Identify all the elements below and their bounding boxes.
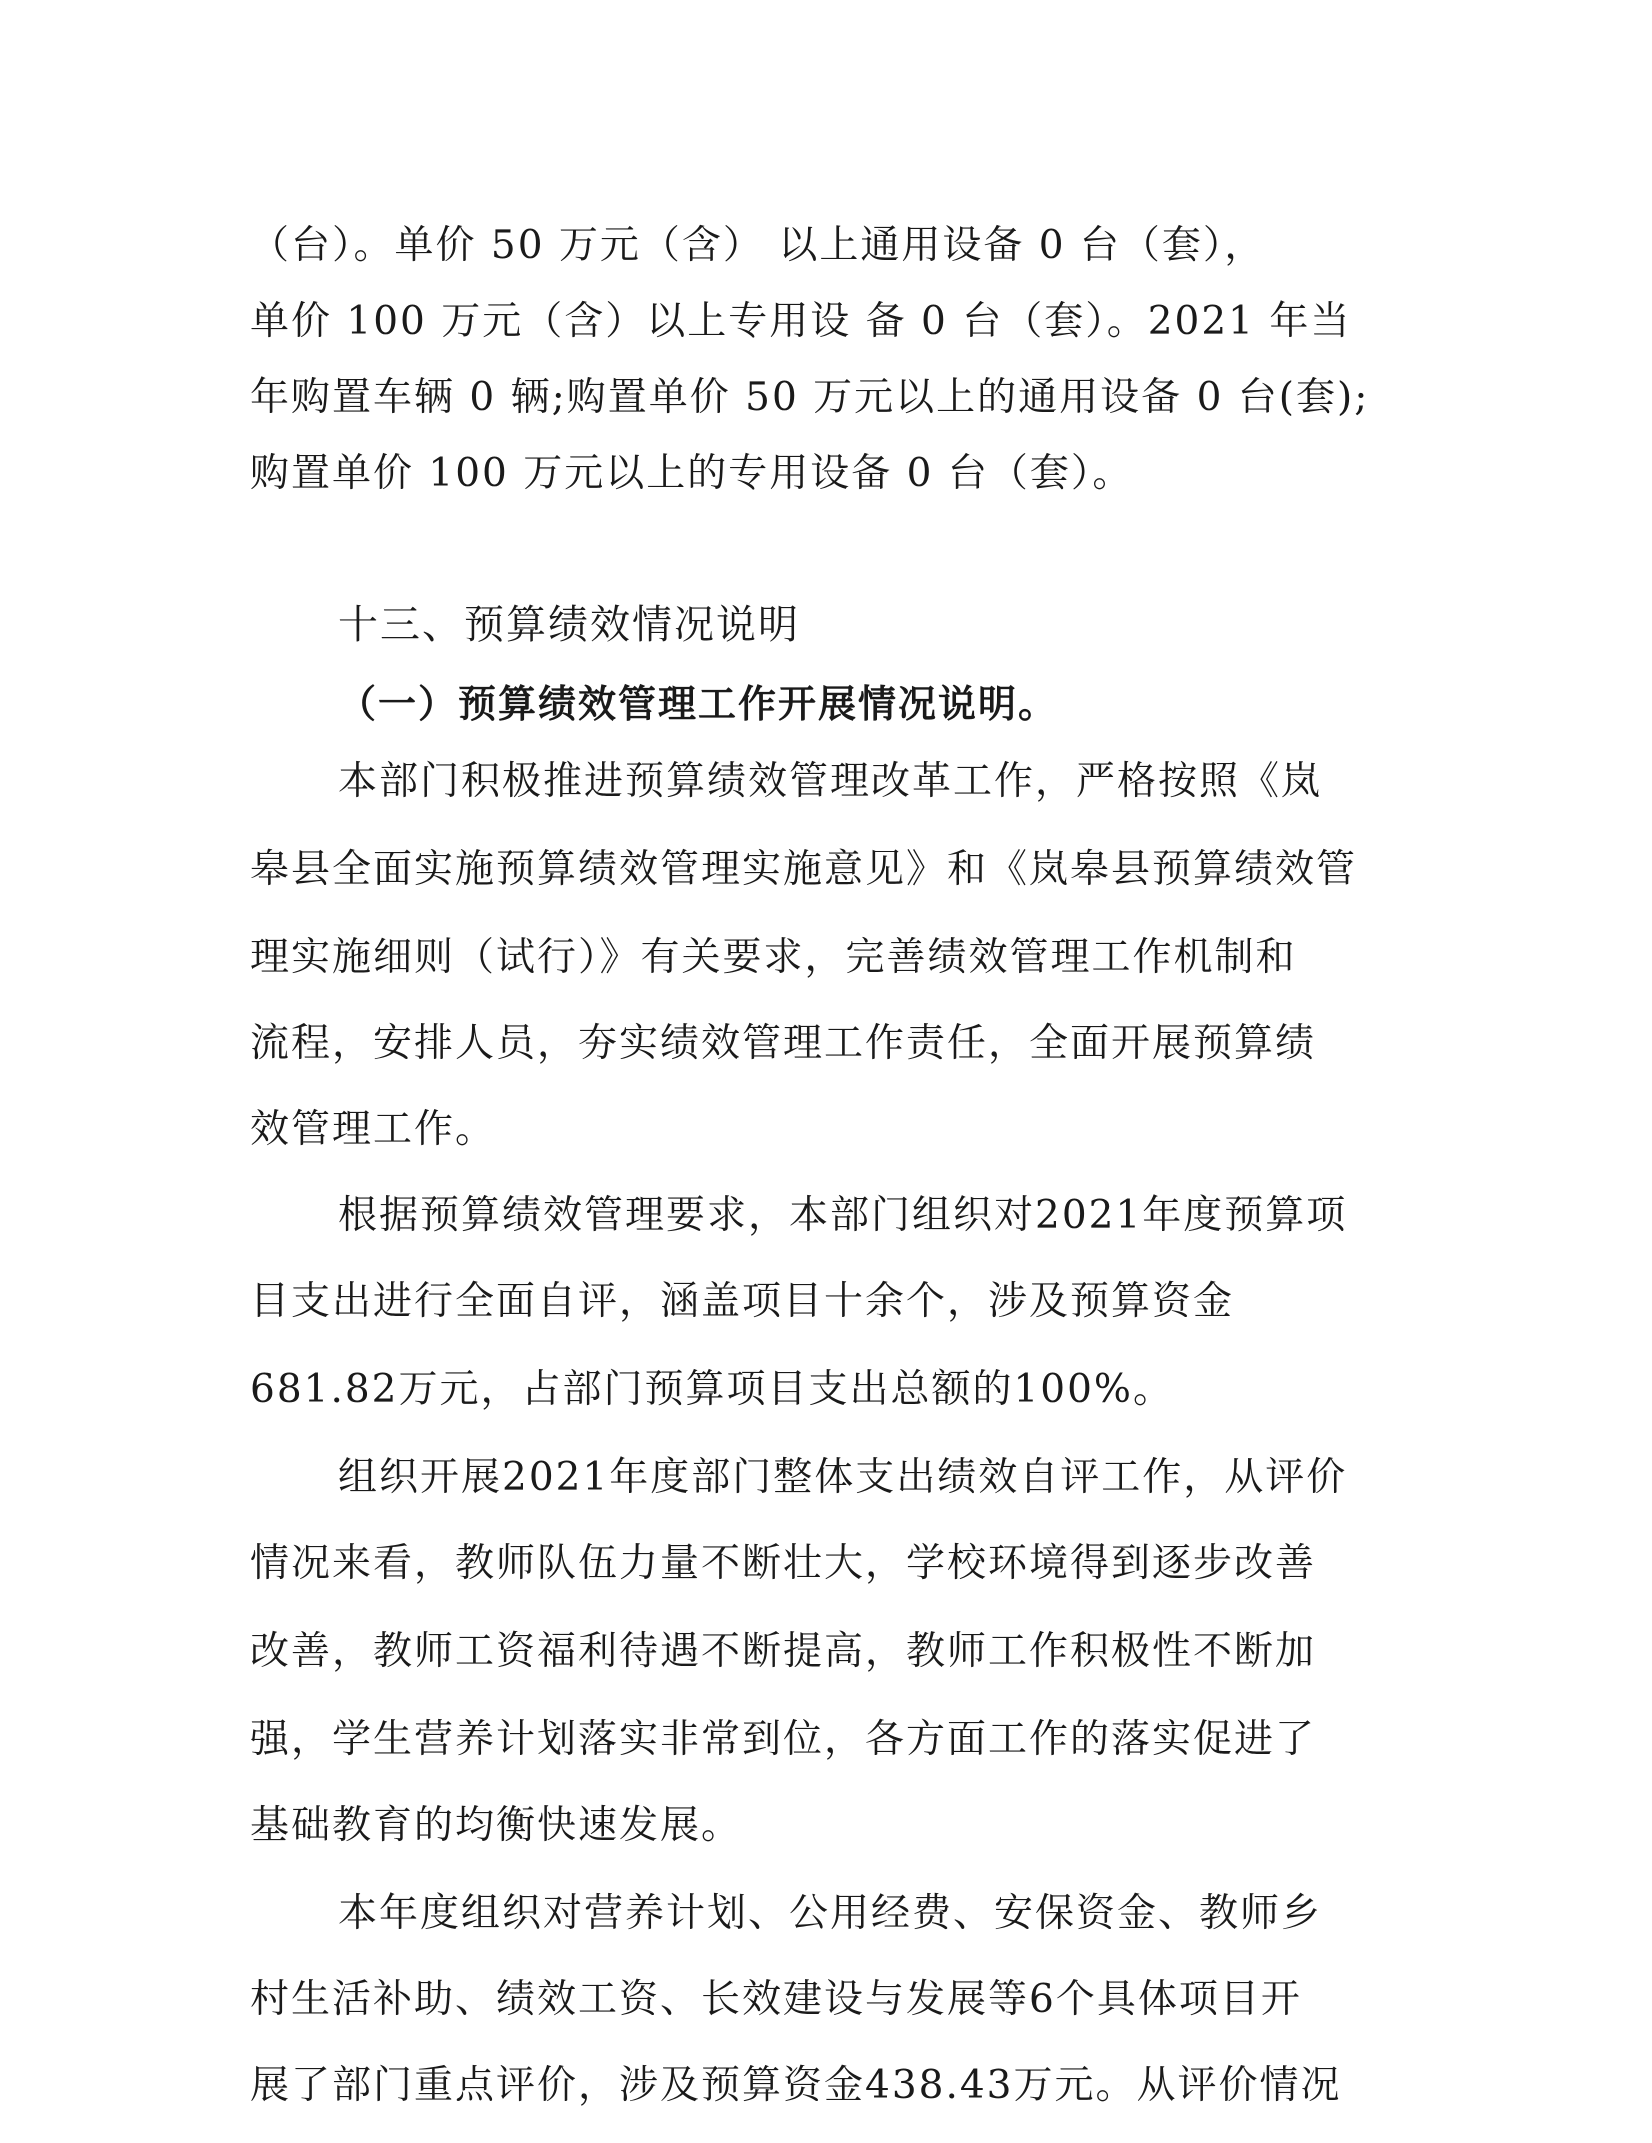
paragraph-4-line-3: 改善，教师工资福利待遇不断提高，教师工作积极性不断加 (250, 1629, 1317, 1674)
paragraph-3-line-3: 681.82万元，占部门预算项目支出总额的100%。 (250, 1367, 1174, 1412)
paragraph-1-line-4: 购置单价 100 万元以上的专用设备 0 台（套）。 (250, 451, 1134, 496)
paragraph-4-line-2: 情况来看，教师队伍力量不断壮大，学校环境得到逐步改善 (250, 1541, 1317, 1586)
paragraph-4-line-5: 基础教育的均衡快速发展。 (250, 1803, 743, 1848)
paragraph-1-line-2: 单价 100 万元（含）以上专用设 备 0 台（套）。2021 年当 (250, 299, 1352, 344)
paragraph-5-line-3: 展了部门重点评价，涉及预算资金438.43万元。从评价情况 (250, 2063, 1342, 2108)
paragraph-1-line-3: 年购置车辆 0 辆;购置单价 50 万元以上的通用设备 0 台(套); (250, 375, 1370, 420)
paragraph-2-line-1: 本部门积极推进预算绩效管理改革工作，严格按照《岚 (338, 759, 1323, 804)
paragraph-4-line-4: 强，学生营养计划落实非常到位，各方面工作的落实促进了 (250, 1717, 1317, 1762)
paragraph-3-line-2: 目支出进行全面自评，涵盖项目十余个，涉及预算资金 (250, 1279, 1235, 1324)
paragraph-2-line-4: 流程，安排人员，夯实绩效管理工作责任，全面开展预算绩 (250, 1021, 1317, 1066)
subsection-heading: （一）预算绩效管理工作开展情况说明。 (338, 681, 1059, 726)
section-heading: 十三、预算绩效情况说明 (338, 602, 800, 648)
paragraph-5-line-1: 本年度组织对营养计划、公用经费、安保资金、教师乡 (338, 1891, 1323, 1936)
paragraph-2-line-3: 理实施细则（试行）》有关要求，完善绩效管理工作机制和 (250, 935, 1297, 980)
paragraph-1-line-1: （台）。单价 50 万元（含） 以上通用设备 0 台（套）， (250, 223, 1266, 268)
paragraph-2-line-5: 效管理工作。 (250, 1107, 497, 1152)
paragraph-5-line-2: 村生活补助、绩效工资、长效建设与发展等6个具体项目开 (250, 1977, 1302, 2022)
paragraph-3-line-1: 根据预算绩效管理要求，本部门组织对2021年度预算项 (338, 1193, 1348, 1238)
paragraph-2-line-2: 皋县全面实施预算绩效管理实施意见》和《岚皋县预算绩效管 (250, 847, 1358, 892)
paragraph-4-line-1: 组织开展2021年度部门整体支出绩效自评工作，从评价 (338, 1455, 1348, 1500)
